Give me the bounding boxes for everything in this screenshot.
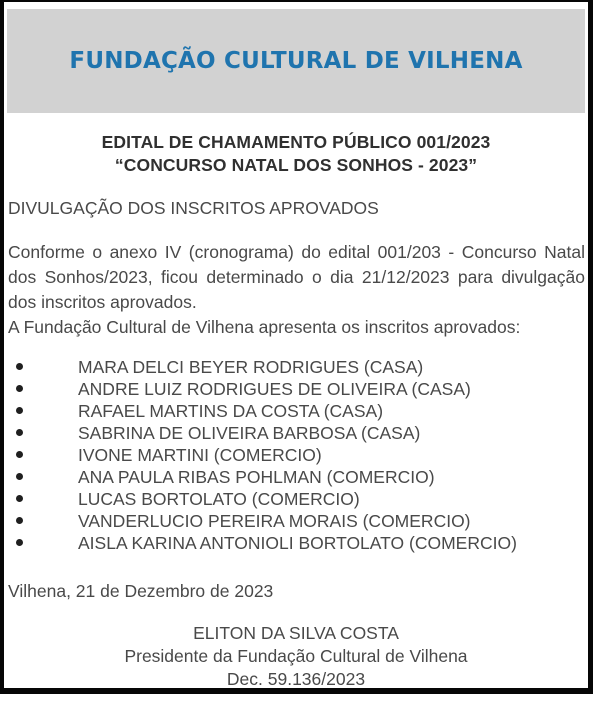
list-item-label: VANDERLUCIO PEREIRA MORAIS (COMERCIO) — [78, 511, 471, 531]
list-item — [8, 400, 517, 422]
bullet-icon — [16, 429, 23, 436]
list-item — [8, 488, 517, 510]
edital-title — [4, 131, 588, 177]
signature-decree: Dec. 59.136/2023 — [226, 669, 366, 689]
list-item-label: AISLA KARINA ANTONIOLI BORTOLATO (COMERCIO) — [78, 533, 517, 553]
list-item — [8, 444, 517, 466]
section-heading: DIVULGAÇÃO DOS INSCRITOS APROVADOS — [8, 198, 379, 218]
edital-title-line2: “CONCURSO NATAL DOS SONHOS - 2023” — [114, 155, 478, 175]
signature-name: ELITON DA SILVA COSTA — [193, 623, 399, 643]
edital-title-line1: EDITAL DE CHAMAMENTO PÚBLICO 001/2023 — [101, 132, 491, 152]
list-item-label: LUCAS BORTOLATO (COMERCIO) — [78, 489, 360, 509]
list-item-label: ANDRE LUIZ RODRIGUES DE OLIVEIRA (CASA) — [78, 379, 471, 399]
body-paragraphs — [8, 240, 585, 340]
approved-list — [8, 356, 517, 554]
bullet-icon — [16, 517, 23, 524]
bullet-icon — [16, 539, 23, 546]
list-item-label: IVONE MARTINI (COMERCIO) — [78, 445, 322, 465]
bullet-icon — [16, 363, 23, 370]
signature-role: Presidente da Fundação Cultural de Vilhena — [124, 646, 468, 666]
list-item — [8, 532, 517, 554]
list-item — [8, 378, 517, 400]
list-item — [8, 422, 517, 444]
list-item — [8, 356, 517, 378]
list-item-label: MARA DELCI BEYER RODRIGUES (CASA) — [78, 357, 424, 377]
signature-block — [4, 622, 588, 691]
list-item-label: ANA PAULA RIBAS POHLMAN (COMERCIO) — [78, 467, 435, 487]
list-item — [8, 510, 517, 532]
list-item-label: RAFAEL MARTINS DA COSTA (CASA) — [78, 401, 384, 421]
org-title: FUNDAÇÃO CULTURAL DE VILHENA — [69, 48, 523, 74]
bullet-icon — [16, 473, 23, 480]
paragraph-apresenta: A Fundação Cultural de Vilhena apresenta os inscritos aprovados: — [8, 317, 521, 337]
bullet-icon — [16, 495, 23, 502]
bullet-icon — [16, 451, 23, 458]
bullet-icon — [16, 407, 23, 414]
paragraph-cronograma: Conforme o anexo IV (cronograma) do edital 001/203 - Concurso Natal dos Sonhos/2023, ficou determinado o dia 21/12/2023 para divulgação dos inscritos aprovados. — [8, 242, 585, 312]
list-item-label: SABRINA DE OLIVEIRA BARBOSA (CASA) — [78, 423, 421, 443]
date-line: Vilhena, 21 de Dezembro de 2023 — [8, 581, 274, 601]
bullet-icon — [16, 385, 23, 392]
org-header-band — [7, 9, 585, 113]
list-item — [8, 466, 517, 488]
